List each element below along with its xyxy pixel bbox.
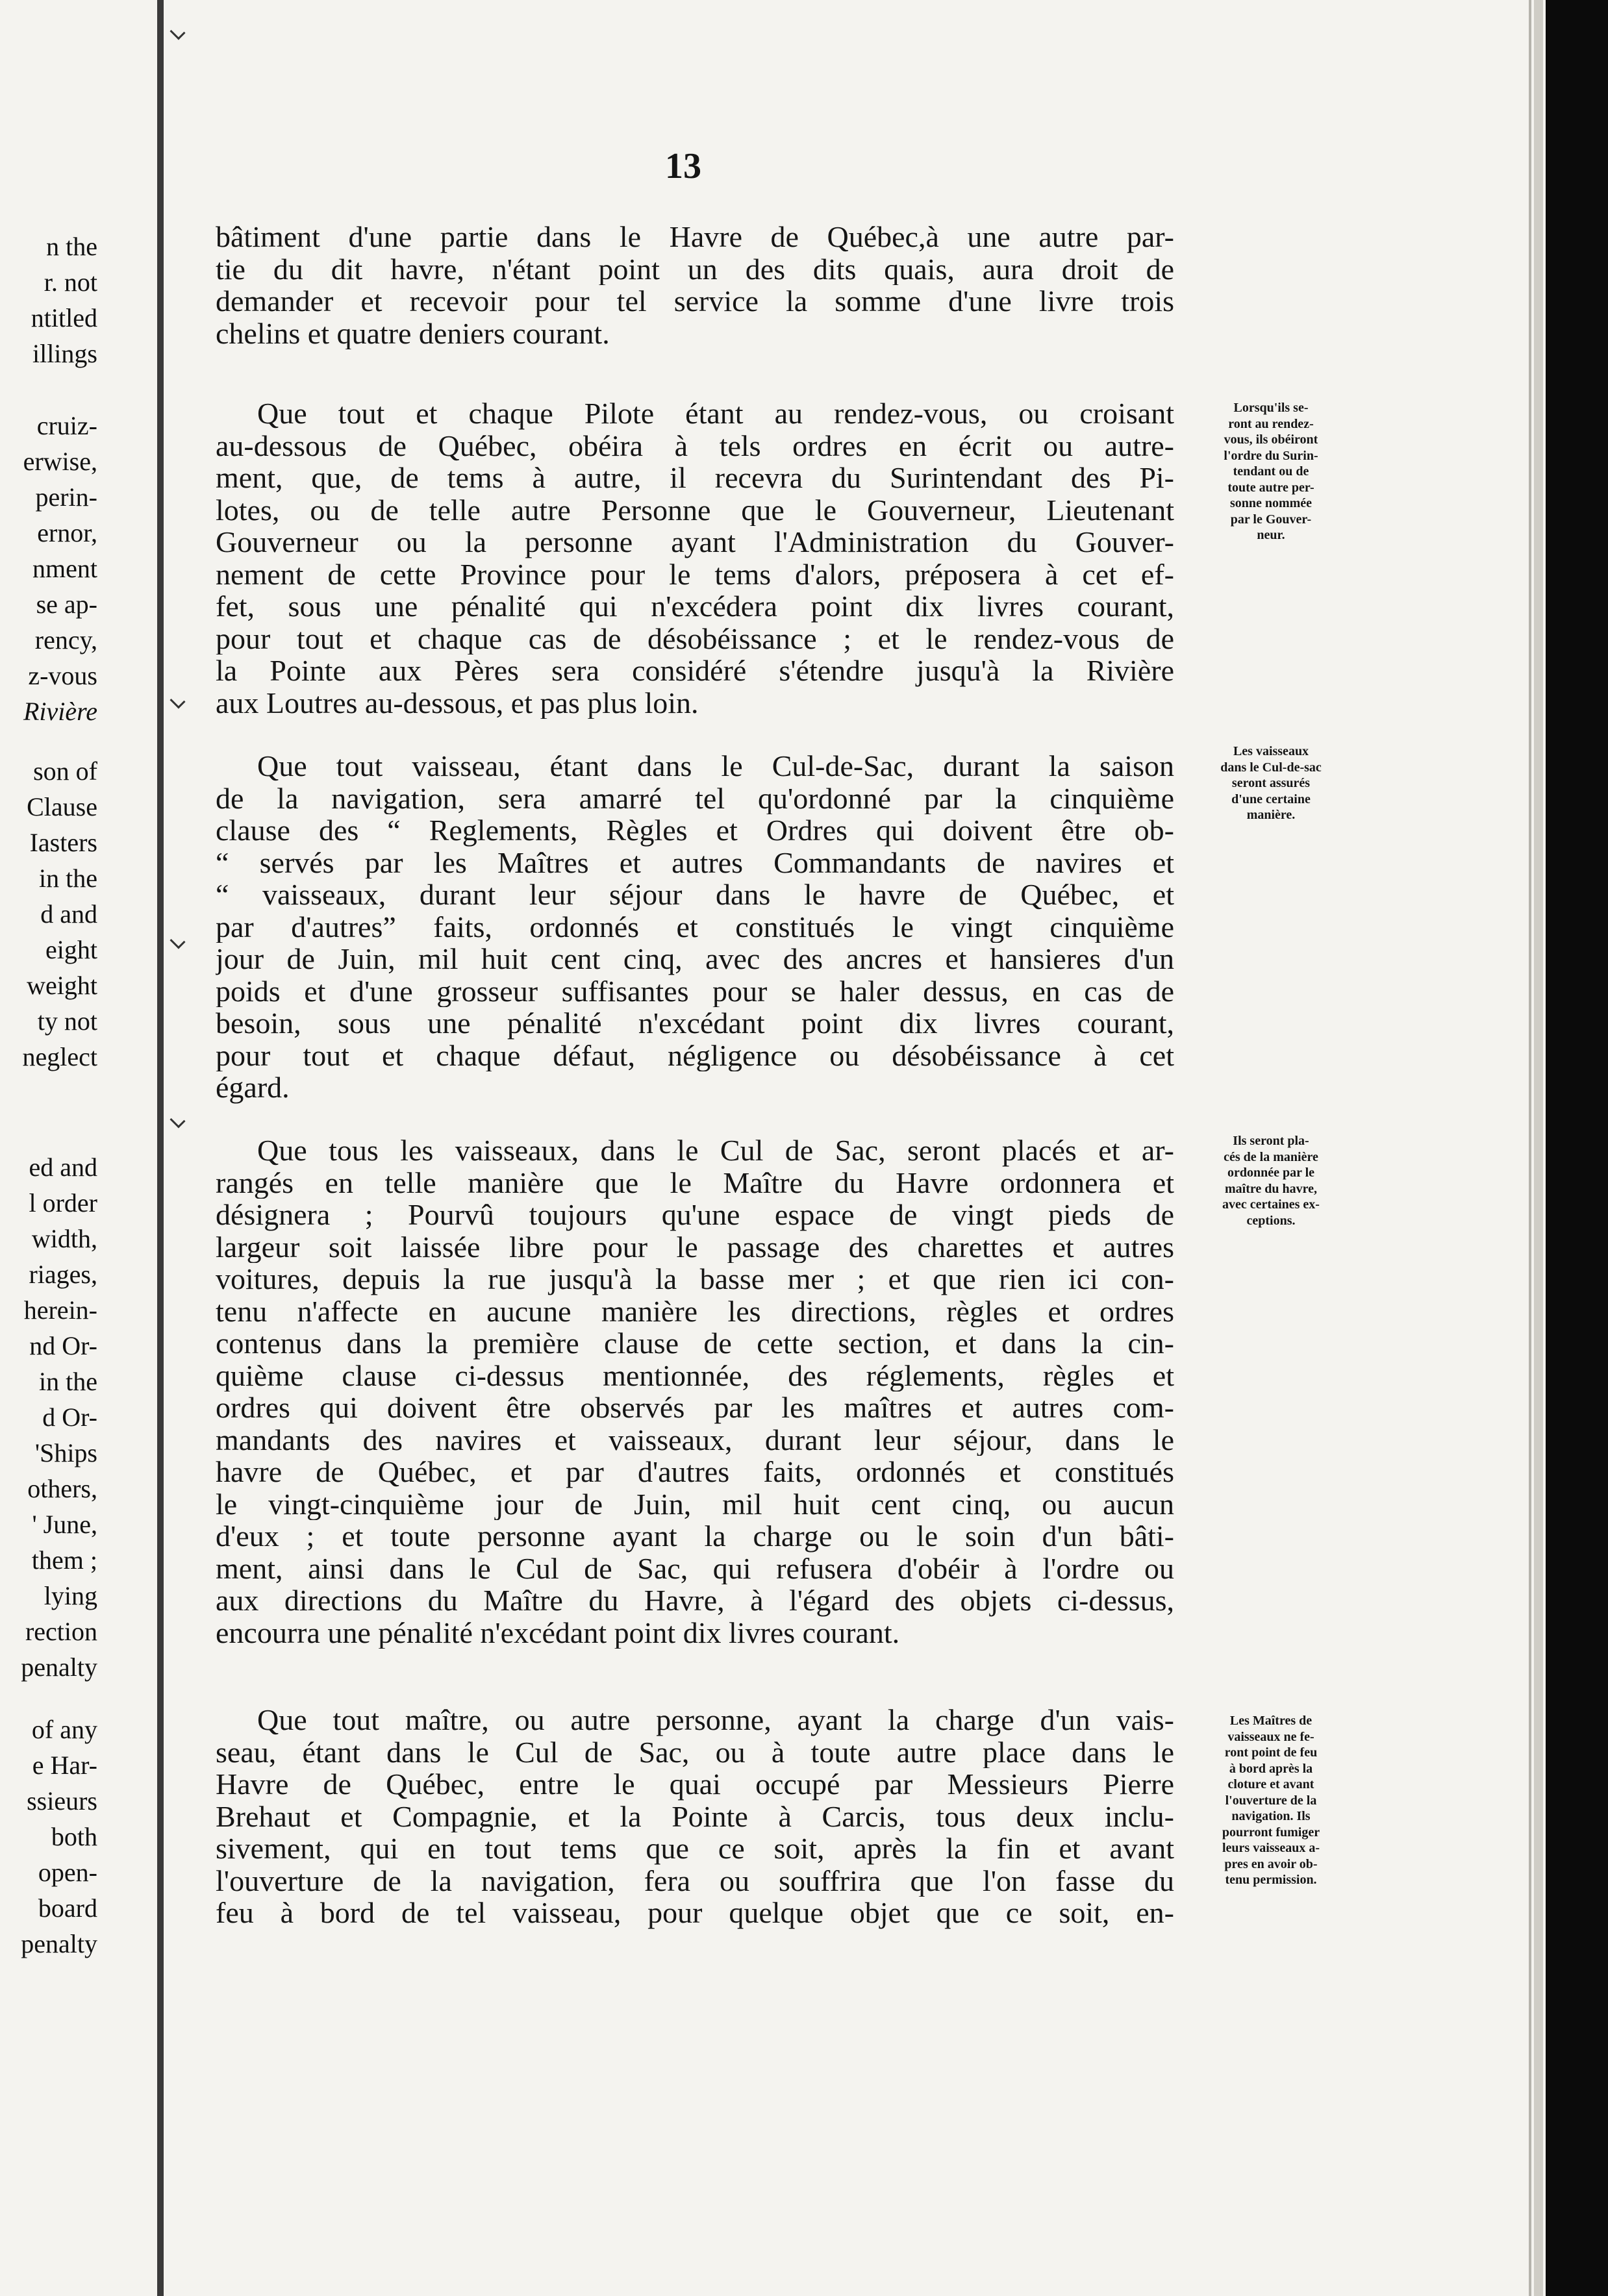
paragraph-1 [216,221,1174,349]
fragment-line: nment [32,554,97,583]
sidenote-1 [1183,400,1359,543]
sidenote-line: avec certaines ex- [1222,1197,1320,1212]
paragraph-4 [216,1134,1174,1649]
sidenote-line: ceptions. [1246,1213,1296,1228]
fragment-block-3 [23,753,98,1075]
sidenote-line: d'une certaine [1231,792,1311,806]
fragment-block-2 [23,408,97,729]
text-line: ment, ainsi dans le Cul de Sac, qui refusera d'obéir à l'ordre ou [216,1552,1174,1584]
page-edge [1534,0,1543,2296]
sidenote-line: dans le Cul-de-sac [1220,760,1322,775]
fragment-line: in the [39,864,97,893]
text-line: pour tout et chaque cas de désobéissance ; et le rendez-vous de [216,622,1174,655]
fragment-line: ssieurs [27,1786,97,1816]
text-line: Que tout vaisseau, étant dans le Cul-de-Sac, durant la saison [257,750,1174,782]
text-line: l'ouverture de la navigation, fera ou souffrira que l'on fasse du [216,1864,1174,1897]
fragment-line: son of [33,756,97,786]
fragment-line: d and [40,899,97,929]
fragment-line: illings [32,339,97,368]
paragraph-3 [216,750,1174,1104]
fragment-line: ernor, [37,518,97,547]
text-line: nement de cette Province pour le tems d'alors, préposera à cet ef- [216,558,1174,590]
text-line: fet, sous une pénalité qui n'excédera point dix livres courant, [216,590,1174,623]
page-edge [1529,0,1531,2296]
fragment-line: open- [38,1858,97,1887]
text-line: ment, que, de tems à autre, il recevra du Surintendant des Pi- [216,462,1174,494]
fragment-line: others, [27,1474,97,1503]
fragment-line: rection [25,1617,97,1646]
sidenote-line: Les Maîtres de [1229,1714,1313,1728]
fragment-line: ty not [37,1006,97,1036]
sidenote-line: tenu permission. [1225,1873,1317,1887]
fragment-line: ed and [29,1153,97,1182]
text-line: besoin, sous une pénalité n'excédant point dix livres courant, [216,1007,1174,1040]
text-line: rangés en telle manière que le Maître du Havre ordonnera et [216,1166,1174,1199]
text-line: demander et recevoir pour tel service la somme d'une livre trois [216,285,1174,318]
text-line: Que tout et chaque Pilote étant au rendez-vous, ou croisant [257,397,1174,430]
fragment-line: lying [44,1581,97,1610]
text-line: chelins et quatre deniers courant. [216,317,610,349]
fragment-line: nd Or- [29,1331,97,1360]
binding-mark [170,933,185,949]
sidenote-line: Lorsqu'ils se- [1233,401,1309,415]
sidenote-line: neur. [1257,528,1285,542]
text-line: tenu n'affecte en aucune manière les directions, règles et ordres [216,1295,1174,1327]
text-line: quième clause ci-dessus mentionnée, des réglements, règles et [216,1359,1174,1391]
sidenote-line: Ils seront pla- [1233,1134,1309,1148]
text-line: encourra une pénalité n'excédant point dix livres courant. [216,1616,900,1649]
fragment-line: rency, [34,625,97,655]
sidenote-2 [1183,743,1359,823]
fragment-line: of any [31,1715,97,1744]
fragment-line: erwise, [23,447,97,476]
fragment-line: perin- [35,482,97,512]
sidenote-line: vous, ils obéiront [1224,432,1318,447]
fragment-block-1 [31,229,97,371]
fragment-line: in the [39,1367,97,1396]
sidenote-line: sonne nommée [1229,496,1313,510]
fragment-line: Clause [27,792,97,821]
text-line: le vingt-cinquième jour de Juin, mil huit cent cinq, ou aucun [216,1488,1174,1520]
text-line: “ servés par les Maîtres et autres Commandants de navires et [216,846,1174,879]
sidenote-line: ront au rendez- [1228,416,1314,431]
fragment-line: se ap- [36,590,97,619]
fragment-line: Rivière [23,697,97,726]
sidenote-line: leurs vaisseaux a- [1222,1841,1320,1855]
sidenote-line: navigation. Ils [1231,1809,1311,1823]
fragment-line: n the [46,232,97,261]
text-line: Que tout maître, ou autre personne, ayant la charge d'un vais- [257,1704,1174,1736]
sidenote-line: l'ouverture de la [1225,1793,1317,1808]
sidenote-line: vaisseaux ne fe- [1227,1729,1314,1744]
sidenote-line: ront point de feu [1224,1745,1318,1760]
text-line: pour tout et chaque défaut, négligence ou désobéissance à cet [216,1039,1174,1071]
sidenote-3 [1183,1133,1359,1229]
fragment-line: them ; [31,1545,97,1575]
text-line: par d'autres” faits, ordonnés et constitués le vingt cinquième [216,910,1174,943]
fragment-line: cruiz- [36,411,97,440]
text-line: jour de Juin, mil huit cent cinq, avec des ancres et hansieres d'un [216,943,1174,975]
text-line: aux Loutres au-dessous, et pas plus loin. [216,686,699,719]
paragraph-2 [216,397,1174,719]
text-line: de la navigation, sera amarré tel qu'ordonné par la cinquième [216,782,1174,814]
fragment-block-4 [21,1149,97,1685]
fragment-line: Iasters [29,828,97,857]
text-line: mandants des navires et vaisseaux, durant leur séjour, dans le [216,1423,1174,1456]
text-line: la Pointe aux Pères sera considéré s'étendre jusqu'à la Rivière [216,655,1174,687]
text-line: Brehaut et Compagnie, et la Pointe à Carcis, tous deux inclu- [216,1800,1174,1832]
fragment-line: ntitled [31,303,97,332]
fragment-line: d Or- [42,1403,97,1432]
sidenote-line: toute autre per- [1227,480,1314,495]
text-line: Gouverneur ou la personne ayant l'Administration du Gouver- [216,526,1174,558]
book-spine-shadow [157,0,164,2296]
sidenote-line: par le Gouver- [1230,512,1312,527]
fragment-line: neglect [22,1042,97,1071]
fragment-block-5 [21,1712,97,1962]
text-line: désignera ; Pourvû toujours qu'une espace de vingt pieds de [216,1199,1174,1231]
fragment-line: 'Ships [34,1438,97,1467]
text-line: égard. [216,1071,290,1104]
sidenote-line: pres en avoir ob- [1224,1856,1318,1871]
fragment-line: z-vous [28,661,97,690]
text-line: voitures, depuis la rue jusqu'à la basse mer ; et que rien ici con- [216,1263,1174,1295]
fragment-line: board [38,1893,97,1923]
fragment-line: l order [29,1188,97,1217]
sidenote-line: cés de la manière [1224,1149,1318,1164]
sidenote-line: Les vaisseaux [1233,744,1309,758]
fragment-line: weight [27,971,97,1000]
text-line: bâtiment d'une partie dans le Havre de Québec,à une autre par- [216,221,1174,253]
fragment-line: penalty [21,1653,97,1682]
text-line: poids et d'une grosseur suffisantes pour se haler dessus, en cas de [216,975,1174,1007]
text-line: lotes, ou de telle autre Personne que le Gouverneur, Lieutenant [216,493,1174,526]
fragment-line: penalty [21,1929,97,1958]
sidenote-line: pourront fumiger [1222,1825,1320,1840]
text-line: au-dessous de Québec, obéira à tels ordres en écrit ou autre- [216,429,1174,462]
facing-page-fragment [0,0,170,2296]
text-line: ordres qui doivent être observés par les maîtres et autres com- [216,1391,1174,1424]
sidenote-line: l'ordre du Surin- [1224,448,1318,463]
text-line: clause des “ Reglements, Règles et Ordres qui doivent être ob- [216,814,1174,847]
text-line: contenus dans la première clause de cette section, et dans la cin- [216,1327,1174,1360]
text-line: Havre de Québec, entre le quai occupé par Messieurs Pierre [216,1768,1174,1801]
scan-border-right [1546,0,1608,2296]
text-line: aux directions du Maître du Havre, à l'égard des objets ci-dessus, [216,1584,1174,1617]
fragment-line: e Har- [32,1751,97,1780]
fragment-line: both [51,1822,97,1851]
sidenote-4 [1183,1713,1359,1888]
text-line: feu à bord de tel vaisseau, pour quelque objet que ce soit, en- [216,1897,1174,1929]
text-line: d'eux ; et toute personne ayant la charge ou le soin d'un bâti- [216,1520,1174,1553]
sidenote-line: cloture et avant [1227,1777,1314,1791]
text-line: largeur soit laissée libre pour le passage des charettes et autres [216,1230,1174,1263]
text-line: sivement, qui en tout tems que ce soit, après la fin et avant [216,1832,1174,1865]
binding-mark [170,693,185,708]
fragment-line: eight [45,935,97,964]
fragment-line: ' June, [32,1510,97,1539]
text-line: “ vaisseaux, durant leur séjour dans le havre de Québec, et [216,879,1174,911]
page-number: 13 [665,146,701,186]
text-line: Que tous les vaisseaux, dans le Cul de Sac, seront placés et ar- [257,1134,1174,1167]
sidenote-line: manière. [1246,808,1296,822]
text-line: havre de Québec, et par d'autres faits, ordonnés et constitués [216,1456,1174,1488]
sidenote-line: maître du havre, [1224,1181,1318,1196]
sidenote-line: tendant ou de [1233,464,1309,479]
sidenote-line: seront assurés [1231,776,1311,790]
fragment-line: herein- [23,1295,97,1325]
fragment-line: r. not [44,268,97,297]
binding-mark [170,24,185,40]
fragment-line: riages, [29,1260,97,1289]
text-line: tie du dit havre, n'étant point un des dits quais, aura droit de [216,253,1174,285]
paragraph-5 [216,1704,1174,1929]
binding-mark [170,1112,185,1128]
fragment-line: width, [31,1224,97,1253]
text-line: seau, étant dans le Cul de Sac, ou à toute autre place dans le [216,1736,1174,1768]
sidenote-line: à bord après la [1229,1761,1313,1776]
sidenote-line: ordonnée par le [1227,1166,1315,1180]
